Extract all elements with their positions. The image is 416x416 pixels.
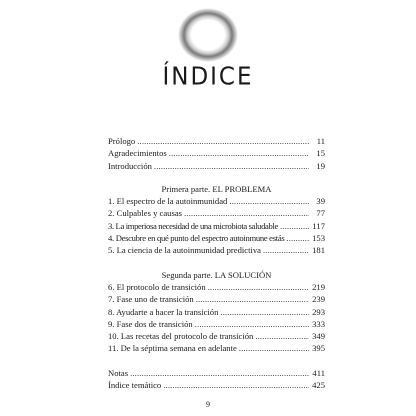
toc-entry: 1. El espectro de la autoinmunidad . . . 39 [108, 195, 325, 207]
back-matter-list [108, 367, 325, 392]
toc-entry: 6. El protocolo de transición . . . 219 [108, 281, 325, 293]
toc-entry: 2. Culpables y causas . . . 77 [108, 207, 325, 219]
front-matter-list [108, 135, 325, 172]
toc-entry: 10. Las recetas del protocolo de transición . . . 349 [108, 330, 325, 342]
page-number: 9 [206, 400, 210, 409]
ring-logo-icon [175, 6, 241, 64]
part-heading: Segunda parte. LA SOLUCIÓN [161, 269, 272, 280]
toc-entry: 4. Descubre en qué punto del espectro autoinmune estás . . . 153 [108, 232, 325, 244]
part-two-list [108, 281, 325, 355]
toc-entry: 11. De la séptima semana en adelante . . . 395 [108, 342, 325, 354]
toc-entry: Agradecimientos . . . 15 [108, 147, 325, 159]
toc-entry: 8. Ayudarte a hacer la transición . . . 293 [108, 306, 325, 318]
toc-entry: Índice temático . . . 425 [108, 379, 325, 391]
toc-entry: Prólogo . . . 11 [108, 135, 325, 147]
toc-entry: Notas . . . 411 [108, 367, 325, 379]
part-one-list [108, 195, 325, 256]
toc-entry: 5. La ciencia de la autoinmunidad predictiva . . . 181 [108, 244, 325, 256]
toc-entry: 9. Fase dos de transición . . . 333 [108, 318, 325, 330]
toc-entry: Introducción . . . 19 [108, 160, 325, 172]
toc-entry: 7. Fase uno de transición . . . 239 [108, 293, 325, 305]
page-title: ÍNDICE [162, 62, 254, 92]
part-heading: Primera parte. EL PROBLEMA [161, 183, 272, 194]
table-of-contents [108, 135, 325, 391]
toc-entry: 3. La imperiosa necesidad de una microbiota saludable . . . 117 [108, 220, 325, 232]
